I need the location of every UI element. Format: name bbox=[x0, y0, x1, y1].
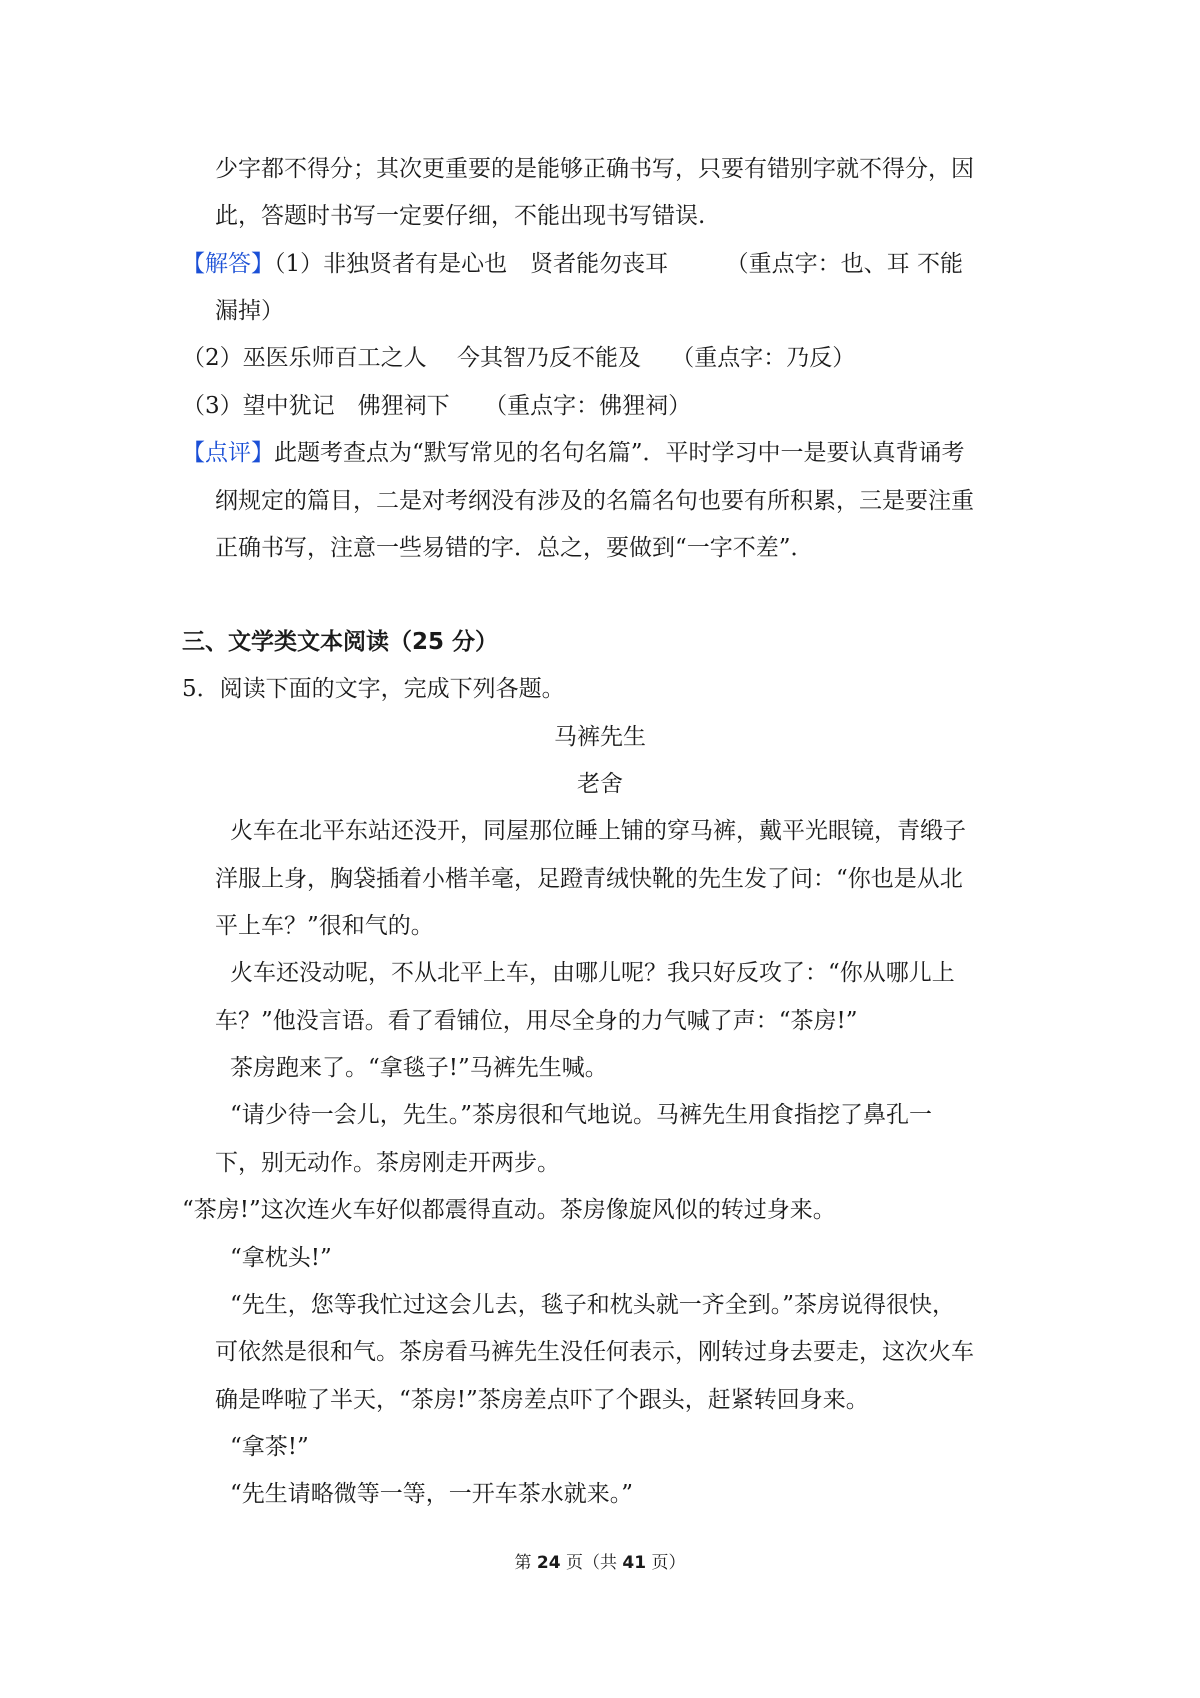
story-line: 下，别无动作。茶房刚走开两步。 bbox=[215, 1150, 560, 1176]
dianping-line-3: 正确书写，注意一些易错的字．总之，要做到“一字不差”． bbox=[215, 535, 814, 561]
jieda-line-2: （2）巫医乐师百工之人 今其智乃反不能及 （重点字：乃反） bbox=[182, 345, 856, 371]
story-line: “请少待一会儿，先生。”茶房很和气地说。马裤先生用食指挖了鼻孔一 bbox=[230, 1102, 933, 1128]
story-line: 可依然是很和气。茶房看马裤先生没任何表示，刚转过身去要走，这次火车 bbox=[215, 1339, 974, 1365]
footer-prefix: 第 bbox=[514, 1553, 537, 1573]
story-line: 确是哗啦了半天，“茶房!”茶房差点吓了个跟头，赶紧转回身来。 bbox=[215, 1387, 869, 1413]
question-prompt: 5．阅读下面的文字，完成下列各题。 bbox=[182, 676, 565, 702]
dianping-line-1 bbox=[182, 438, 965, 468]
jieda-text-1: （1）非独贤者有是心也 贤者能勿丧耳 （重点字：也、耳 不能 bbox=[274, 251, 963, 277]
story-line: 火车还没动呢，不从北平上车，由哪儿呢？我只好反攻了：“你从哪儿上 bbox=[230, 960, 955, 986]
jieda-tag: 【解答】 bbox=[182, 251, 274, 277]
story-title: 马裤先生 bbox=[554, 724, 646, 750]
jieda-line-1 bbox=[182, 249, 963, 279]
section-heading: 三、文学类文本阅读（25 分） bbox=[182, 629, 499, 655]
answer-continuation-line-1: 少字都不得分；其次更重要的是能够正确书写，只要有错别字就不得分，因 bbox=[215, 156, 974, 182]
dianping-text-1: 此题考查点为“默写常见的名句名篇”．平时学习中一是要认真背诵考 bbox=[274, 440, 965, 466]
story-line: 茶房跑来了。“拿毯子!”马裤先生喊。 bbox=[230, 1055, 608, 1081]
story-line: 火车在北平东站还没开，同屋那位睡上铺的穿马裤，戴平光眼镜，青缎子 bbox=[230, 818, 966, 844]
dianping-line-2: 纲规定的篇目，二是对考纲没有涉及的名篇名句也要有所积累，三是要注重 bbox=[215, 488, 974, 514]
jieda-line-3: （3）望中犹记 佛狸祠下 （重点字：佛狸祠） bbox=[182, 393, 692, 419]
footer-page-number: 24 bbox=[536, 1553, 561, 1573]
story-line: “茶房!”这次连火车好似都震得直动。茶房像旋风似的转过身来。 bbox=[182, 1197, 836, 1223]
story-line: “先生请略微等一等，一开车茶水就来。” bbox=[230, 1481, 634, 1507]
page-footer bbox=[0, 1552, 1200, 1574]
dianping-tag: 【点评】 bbox=[182, 440, 274, 466]
jieda-line-1-continuation: 漏掉） bbox=[215, 298, 284, 324]
story-line: 车？”他没言语。看了看铺位，用尽全身的力气喊了声：“茶房!” bbox=[215, 1008, 858, 1034]
answer-continuation-line-2: 此，答题时书写一定要仔细，不能出现书写错误. bbox=[215, 203, 706, 229]
story-line: “先生，您等我忙过这会儿去，毯子和枕头就一齐全到。”茶房说得很快， bbox=[230, 1292, 956, 1318]
story-line: 洋服上身，胸袋插着小楷羊毫，足蹬青绒快靴的先生发了问：“你也是从北 bbox=[215, 866, 963, 892]
footer-mid: 页（共 bbox=[560, 1553, 623, 1573]
story-line: “拿枕头!” bbox=[230, 1245, 332, 1271]
story-line: 平上车？”很和气的。 bbox=[215, 913, 434, 939]
footer-suffix: 页） bbox=[646, 1553, 686, 1573]
story-author: 老舍 bbox=[577, 771, 623, 797]
footer-total-pages: 41 bbox=[622, 1553, 647, 1573]
story-line: “拿茶!” bbox=[230, 1434, 309, 1460]
